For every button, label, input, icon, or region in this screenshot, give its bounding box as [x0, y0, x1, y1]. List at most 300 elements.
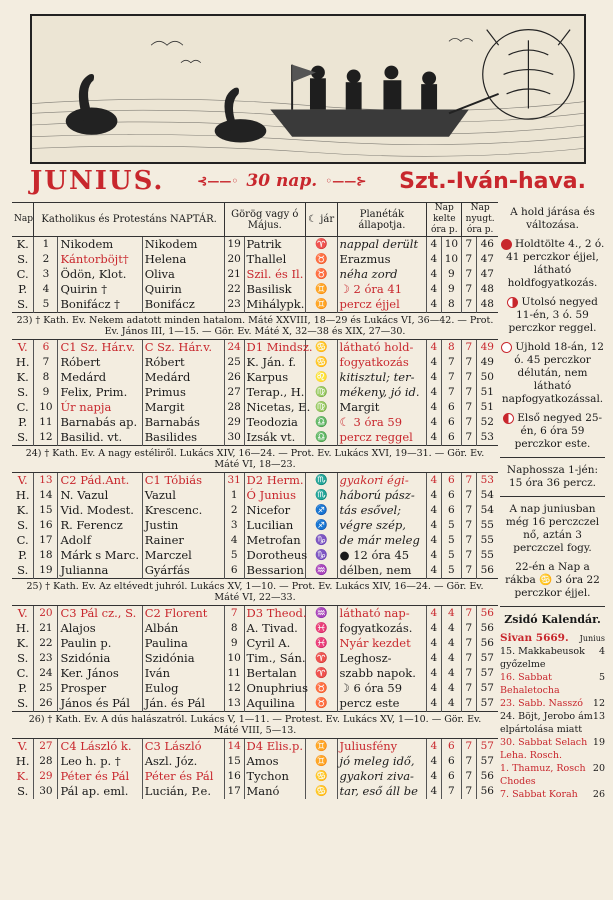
table-row [12, 503, 498, 518]
greek-day-cell: 30 [224, 430, 244, 446]
ornament-left: ⊰——◦ [197, 174, 239, 188]
greek-day-cell: 10 [224, 651, 244, 666]
greek-day-cell: 9 [224, 636, 244, 651]
weekday-cell: P. [12, 282, 34, 297]
table-row [12, 681, 498, 696]
protestant-saint-cell: Iván [142, 666, 224, 681]
col-catholic: Katholikus és Protestáns NAPTÁR. [34, 203, 224, 237]
greek-saint-cell: Thallel [244, 252, 305, 267]
sunset-minute-cell: 55 [480, 519, 494, 531]
sunrise-minute-cell: 6 [441, 415, 462, 430]
jewish-month-row [500, 632, 605, 645]
sunset-minute-cell: 51 [480, 401, 494, 413]
catholic-saint-cell: Kántorböjt† [58, 252, 142, 267]
sunrise-minute-cell: 4 [441, 681, 462, 696]
planet-note-cell: gyakori égi- [337, 473, 427, 489]
sunrise-hour-cell: 4 [427, 488, 441, 503]
greek-day-cell: 19 [224, 237, 244, 253]
sunset-minute-cell: 56 [480, 622, 494, 634]
sunrise-hour-cell: 4 [427, 267, 441, 282]
day-number-cell: 6 [34, 340, 58, 356]
sunrise-hour-cell: 4 [427, 636, 441, 651]
sunrise-minute-cell: 7 [441, 784, 462, 799]
jewish-entry-label: 30. Sabbat Selach Leha. Rosch. [500, 737, 588, 761]
day-number-cell: 28 [34, 754, 58, 769]
day-number-cell: 4 [34, 282, 58, 297]
sunset-hour-cell: 7 [462, 784, 476, 799]
greek-day-cell: 22 [224, 282, 244, 297]
protestant-saint-cell: C2 Florent [142, 606, 224, 622]
table-row [12, 518, 498, 533]
weekday-cell: K. [12, 237, 34, 253]
divider [500, 606, 605, 607]
catholic-saint-cell: Úr napja [58, 400, 142, 415]
zodiac-icon: ♋ [305, 769, 337, 784]
sunrise-hour-cell: 4 [427, 739, 441, 755]
full-moon-icon [501, 239, 512, 250]
sunset-minute-cell: 47 [480, 268, 494, 280]
catholic-saint-cell: Paulin p. [58, 636, 142, 651]
sidebar [500, 206, 605, 801]
divider [500, 496, 605, 497]
jewish-entry-label: 16. Sabbat Behaletocha [500, 672, 560, 696]
greek-day-cell: 11 [224, 666, 244, 681]
col-planets: Planéták állapotja. [337, 203, 427, 237]
planet-note-cell: fogyatkozás [337, 355, 427, 370]
greek-saint-cell: Bessarion [244, 563, 305, 579]
jewish-entry [500, 762, 605, 788]
greek-day-cell: 27 [224, 385, 244, 400]
sunset-minute-cell: 54 [480, 489, 494, 501]
jewish-entry [500, 645, 605, 671]
sunset-minute-cell: 53 [480, 431, 494, 443]
sunset-hour-cell: 7 [462, 696, 476, 712]
catholic-saint-cell: Róbert [58, 355, 142, 370]
sunset-hour-cell: 7 [462, 563, 476, 579]
greek-saint-cell: Onuphrius [244, 681, 305, 696]
greek-saint-cell: A. Tivad. [244, 621, 305, 636]
zodiac-icon: ♈ [305, 666, 337, 681]
weekday-cell: V. [12, 340, 34, 356]
jewish-entry-day: 19 [592, 737, 605, 748]
zodiac-icon: ♋ [305, 340, 337, 356]
catholic-saint-cell: Julianna [58, 563, 142, 579]
sunset-minute-cell: 57 [480, 682, 494, 694]
sunset-minute-cell: 54 [480, 504, 494, 516]
greek-day-cell: 15 [224, 754, 244, 769]
sunrise-hour-cell: 4 [427, 252, 441, 267]
month-title-row [30, 166, 586, 196]
day-number-cell: 13 [34, 473, 58, 489]
sunset-hour-cell: 7 [462, 739, 476, 755]
jewish-entry [500, 788, 605, 801]
catholic-saint-cell: Barnabás ap. [58, 415, 142, 430]
protestant-saint-cell: Rainer [142, 533, 224, 548]
sunset-minute-cell: 51 [480, 386, 494, 398]
weekday-cell: P. [12, 415, 34, 430]
day-number-cell: 3 [34, 267, 58, 282]
sunset-hour-cell: 7 [462, 636, 476, 651]
sunrise-minute-cell: 5 [441, 518, 462, 533]
protestant-saint-cell: C Sz. Hár.v. [142, 340, 224, 356]
catholic-saint-cell: Basilid. vt. [58, 430, 142, 446]
weekday-cell: V. [12, 606, 34, 622]
zodiac-icon: ♑ [305, 533, 337, 548]
sunset-minute-cell: 52 [480, 416, 494, 428]
planet-note-cell: mékeny, jó id. [337, 385, 427, 400]
sunset-minute-cell: 48 [480, 298, 494, 310]
planet-note-cell: Nyár kezdet [337, 636, 427, 651]
table-row [12, 606, 498, 622]
day-number-cell: 19 [34, 563, 58, 579]
jewish-entry [500, 736, 605, 762]
table-row [12, 696, 498, 712]
planet-note-cell: tás esővel; [337, 503, 427, 518]
zodiac-icon: ♍ [305, 385, 337, 400]
zodiac-icon: ♏ [305, 488, 337, 503]
sunrise-hour-cell: 4 [427, 681, 441, 696]
jewish-entry-day: 4 [598, 646, 605, 657]
sunset-hour-cell: 7 [462, 769, 476, 784]
sunrise-minute-cell: 10 [441, 237, 462, 253]
day-number-cell: 24 [34, 666, 58, 681]
day-number-cell: 22 [34, 636, 58, 651]
greek-day-cell: 5 [224, 548, 244, 563]
weekday-cell: C. [12, 400, 34, 415]
zodiac-icon: ♑ [305, 548, 337, 563]
weekday-cell: S. [12, 518, 34, 533]
sunset-minute-cell: 49 [480, 341, 494, 353]
sunrise-minute-cell: 6 [441, 769, 462, 784]
planet-note-cell: látható nap- [337, 606, 427, 622]
day-number-cell: 11 [34, 415, 58, 430]
weekday-cell: P. [12, 548, 34, 563]
planet-note-cell: ☽ 2 óra 41 [337, 282, 427, 297]
day-number-cell: 7 [34, 355, 58, 370]
protestant-saint-cell: Helena [142, 252, 224, 267]
day-count-label: 30 nap. [246, 171, 318, 191]
sunset-hour-cell: 7 [462, 370, 476, 385]
table-row [12, 548, 498, 563]
protestant-saint-cell: Primus [142, 385, 224, 400]
greek-day-cell: 21 [224, 267, 244, 282]
greek-day-cell: 8 [224, 621, 244, 636]
sunrise-hour-cell: 4 [427, 769, 441, 784]
protestant-saint-cell: Oliva [142, 267, 224, 282]
greek-saint-cell: Ó Junius [244, 488, 305, 503]
greek-day-cell: 31 [224, 473, 244, 489]
sunrise-minute-cell: 5 [441, 548, 462, 563]
col-greek: Görög vagy ó Május. [224, 203, 305, 237]
zodiac-icon: ♈ [305, 237, 337, 253]
planet-note-cell: Erazmus [337, 252, 427, 267]
sunset-minute-cell: 49 [480, 356, 494, 368]
col-sunrise: Nap kelte óra p. [427, 203, 462, 237]
weekday-cell: H. [12, 488, 34, 503]
sunrise-minute-cell: 6 [441, 488, 462, 503]
greek-saint-cell: Szil. és Il. [244, 267, 305, 282]
first-quarter-icon [503, 413, 514, 424]
sunset-minute-cell: 50 [480, 371, 494, 383]
jewish-entry-day: 26 [592, 789, 605, 800]
sunrise-minute-cell: 9 [441, 282, 462, 297]
planet-note-cell: gyakori ziva- [337, 769, 427, 784]
catholic-saint-cell: Bonifácz † [58, 297, 142, 313]
catholic-saint-cell: R. Ferencz [58, 518, 142, 533]
jewish-entries [500, 645, 605, 801]
planet-note-cell: végre szép, [337, 518, 427, 533]
sunrise-hour-cell: 4 [427, 548, 441, 563]
sunset-minute-cell: 56 [480, 785, 494, 797]
greek-saint-cell: D3 Theod. [244, 606, 305, 622]
sunrise-hour-cell: 4 [427, 533, 441, 548]
planet-note-cell: ☽ 6 óra 59 [337, 681, 427, 696]
jewish-entry-label: 23. Sabb. Nasszó [500, 698, 583, 709]
protestant-saint-cell: Basilides [142, 430, 224, 446]
greek-saint-cell: D1 Mindsz. [244, 340, 305, 356]
sunset-hour-cell: 7 [462, 666, 476, 681]
sunset-hour-cell: 7 [462, 681, 476, 696]
day-number-cell: 2 [34, 252, 58, 267]
sunrise-hour-cell: 4 [427, 237, 441, 253]
weekday-cell: V. [12, 473, 34, 489]
sunset-hour-cell: 7 [462, 267, 476, 282]
zodiac-icon: ♎ [305, 415, 337, 430]
jewish-entry [500, 710, 605, 736]
sunset-hour-cell: 7 [462, 400, 476, 415]
jewish-entry-day: 5 [598, 672, 605, 683]
sunset-minute-cell: 56 [480, 770, 494, 782]
greek-day-cell: 26 [224, 370, 244, 385]
greek-day-cell: 28 [224, 400, 244, 415]
greek-day-cell: 20 [224, 252, 244, 267]
sunrise-hour-cell: 4 [427, 385, 441, 400]
weekday-cell: P. [12, 681, 34, 696]
month-title: JUNIUS. [30, 166, 165, 196]
greek-day-cell: 23 [224, 297, 244, 313]
planet-note-cell: szabb napok. [337, 666, 427, 681]
greek-saint-cell: Basilisk [244, 282, 305, 297]
day-number-cell: 5 [34, 297, 58, 313]
gospel-text: 25) † Kath. Ev. Az eltévedt juhról. Lukács XV, 1—10. — Prot. Ev. Lukács XIV, 16—24. — Gör. Ev. Máté VI, 22—33. [12, 579, 498, 606]
protestant-saint-cell: Justin [142, 518, 224, 533]
weekday-cell: H. [12, 621, 34, 636]
day-number-cell: 16 [34, 518, 58, 533]
zodiac-icon: ♊ [305, 282, 337, 297]
table-row [12, 297, 498, 313]
sunrise-hour-cell: 4 [427, 503, 441, 518]
day-growth: A nap juniusban még 16 perczczel nő, aztán 3 perczczel fogy. [505, 503, 600, 554]
catholic-saint-cell: Nikodem [58, 237, 142, 253]
sunrise-hour-cell: 4 [427, 297, 441, 313]
protestant-saint-cell: Albán [142, 621, 224, 636]
zodiac-icon: ♏ [305, 473, 337, 489]
col-nap: Nap [12, 203, 34, 237]
weekday-cell: K. [12, 636, 34, 651]
sunrise-minute-cell: 6 [441, 503, 462, 518]
col-moon: ☾ jár [305, 203, 337, 237]
protestant-saint-cell: Nikodem [142, 237, 224, 253]
sunrise-minute-cell: 4 [441, 666, 462, 681]
weekday-cell: H. [12, 355, 34, 370]
sunset-hour-cell: 7 [462, 415, 476, 430]
day-number-cell: 15 [34, 503, 58, 518]
sunset-minute-cell: 56 [480, 637, 494, 649]
greek-day-cell: 24 [224, 340, 244, 356]
day-number-cell: 25 [34, 681, 58, 696]
calendar-table [12, 202, 498, 799]
protestant-saint-cell: Ján. és Pál [142, 696, 224, 712]
sunrise-hour-cell: 4 [427, 606, 441, 622]
planet-note-cell: percz éjjel [337, 297, 427, 313]
sunrise-minute-cell: 4 [441, 606, 462, 622]
gospel-row [12, 579, 498, 606]
catholic-saint-cell: C1 Sz. Hár.v. [58, 340, 142, 356]
sunset-hour-cell: 7 [462, 518, 476, 533]
weekday-cell: S. [12, 784, 34, 799]
day-number-cell: 17 [34, 533, 58, 548]
greek-day-cell: 2 [224, 503, 244, 518]
table-row [12, 488, 498, 503]
sunrise-minute-cell: 4 [441, 621, 462, 636]
jewish-entry-day: 13 [592, 711, 605, 722]
sunset-hour-cell: 7 [462, 252, 476, 267]
weekday-cell: C. [12, 533, 34, 548]
day-number-cell: 30 [34, 784, 58, 799]
gospel-text: 26) † Kath. Ev. A dús halászatról. Lukács V, 1—11. — Protest. Ev. Lukács XV, 1—10. — Gör. Ev. Máté VIII, 5—13. [12, 712, 498, 739]
table-row [12, 636, 498, 651]
planet-note-cell: látható hold- [337, 340, 427, 356]
divider [500, 457, 605, 458]
sunrise-minute-cell: 6 [441, 400, 462, 415]
sunrise-minute-cell: 4 [441, 636, 462, 651]
sunset-minute-cell: 56 [480, 564, 494, 576]
day-number-cell: 9 [34, 385, 58, 400]
jewish-entry-day: 12 [592, 698, 605, 709]
sunset-minute-cell: 56 [480, 607, 494, 619]
greek-saint-cell: Izsák vt. [244, 430, 305, 446]
sunrise-minute-cell: 5 [441, 533, 462, 548]
planet-note-cell: tar, eső áll be [337, 784, 427, 799]
greek-day-cell: 17 [224, 784, 244, 799]
sunrise-hour-cell: 4 [427, 518, 441, 533]
sunrise-hour-cell: 4 [427, 340, 441, 356]
jewish-entry-label: 1. Thamuz, Rosch Chodes [500, 763, 586, 787]
day-number-cell: 8 [34, 370, 58, 385]
protestant-saint-cell: Medárd [142, 370, 224, 385]
protestant-saint-cell: Aszl. Józ. [142, 754, 224, 769]
greek-day-cell: 7 [224, 606, 244, 622]
sunrise-hour-cell: 4 [427, 621, 441, 636]
sunrise-minute-cell: 6 [441, 739, 462, 755]
zodiac-icon: ♊ [305, 754, 337, 769]
sunset-hour-cell: 7 [462, 488, 476, 503]
catholic-saint-cell: Vid. Modest. [58, 503, 142, 518]
table-row [12, 355, 498, 370]
protestant-saint-cell: Krescenc. [142, 503, 224, 518]
greek-day-cell: 12 [224, 681, 244, 696]
table-row [12, 769, 498, 784]
day-number-cell: 21 [34, 621, 58, 636]
sunrise-minute-cell: 7 [441, 385, 462, 400]
catholic-saint-cell: C2 Pád.Ant. [58, 473, 142, 489]
zodiac-icon: ♒ [305, 563, 337, 579]
zodiac-icon: ♒ [305, 606, 337, 622]
new-moon-icon [501, 342, 512, 353]
jewish-entry-label: 24. Böjt, Jerobo ám elpártolása miatt [500, 711, 593, 735]
greek-saint-cell: Manó [244, 784, 305, 799]
protestant-saint-cell: Quirin [142, 282, 224, 297]
planet-note-cell: Margit [337, 400, 427, 415]
sunrise-hour-cell: 4 [427, 415, 441, 430]
table-row [12, 754, 498, 769]
jewish-month-note: Junius [579, 634, 605, 643]
greek-saint-cell: Patrik [244, 237, 305, 253]
day-number-cell: 10 [34, 400, 58, 415]
gospel-row [12, 446, 498, 473]
greek-saint-cell: Mihálypk. [244, 297, 305, 313]
last-quarter-icon [507, 297, 518, 308]
sunset-hour-cell: 7 [462, 533, 476, 548]
sunrise-minute-cell: 5 [441, 563, 462, 579]
table-row [12, 340, 498, 356]
col-sunset: Nap nyugt. óra p. [462, 203, 498, 237]
sunset-minute-cell: 57 [480, 740, 494, 752]
planet-note-cell: de már meleg [337, 533, 427, 548]
protestant-saint-cell: Marczel [142, 548, 224, 563]
zodiac-icon: ♋ [305, 784, 337, 799]
catholic-saint-cell: Ker. János [58, 666, 142, 681]
jewish-entry-day: 20 [592, 763, 605, 774]
protestant-saint-cell: Vazul [142, 488, 224, 503]
moon-phase-new: Ujhold 18-án, 12 ó. 45 perczkor délután, nem látható napfogyatkozással. [501, 341, 604, 405]
sunset-hour-cell: 7 [462, 340, 476, 356]
protestant-saint-cell: Bonifácz [142, 297, 224, 313]
greek-saint-cell: Teodozia [244, 415, 305, 430]
weekday-cell: S. [12, 696, 34, 712]
zodiac-icon: ♓ [305, 636, 337, 651]
zodiac-icon: ♐ [305, 503, 337, 518]
planet-note-cell: Juliusfény [337, 739, 427, 755]
greek-day-cell: 4 [224, 533, 244, 548]
sunset-hour-cell: 7 [462, 385, 476, 400]
jewish-entry [500, 697, 605, 710]
planet-note-cell: percz este [337, 696, 427, 712]
greek-saint-cell: D2 Herm. [244, 473, 305, 489]
day-number-cell: 29 [34, 769, 58, 784]
weekday-cell: K. [12, 370, 34, 385]
jewish-entry-label: 7. Sabbat Korah [500, 789, 578, 800]
table-row [12, 267, 498, 282]
sunset-hour-cell: 7 [462, 473, 476, 489]
planet-note-cell: kitisztul; ter- [337, 370, 427, 385]
day-number-cell: 14 [34, 488, 58, 503]
sunset-hour-cell: 7 [462, 282, 476, 297]
greek-day-cell: 25 [224, 355, 244, 370]
day-count [197, 171, 366, 191]
protestant-saint-cell: Margit [142, 400, 224, 415]
protestant-saint-cell: C3 László [142, 739, 224, 755]
greek-saint-cell: Cyril A. [244, 636, 305, 651]
table-row [12, 237, 498, 253]
jewish-calendar-title: Zsidó Kalendár. [504, 613, 601, 626]
sunrise-hour-cell: 4 [427, 696, 441, 712]
sunrise-hour-cell: 4 [427, 784, 441, 799]
calendar-header [12, 203, 498, 237]
ornament-right: ◦——⊱ [325, 174, 367, 188]
table-row [12, 400, 498, 415]
catholic-saint-cell: C3 Pál cz., S. [58, 606, 142, 622]
